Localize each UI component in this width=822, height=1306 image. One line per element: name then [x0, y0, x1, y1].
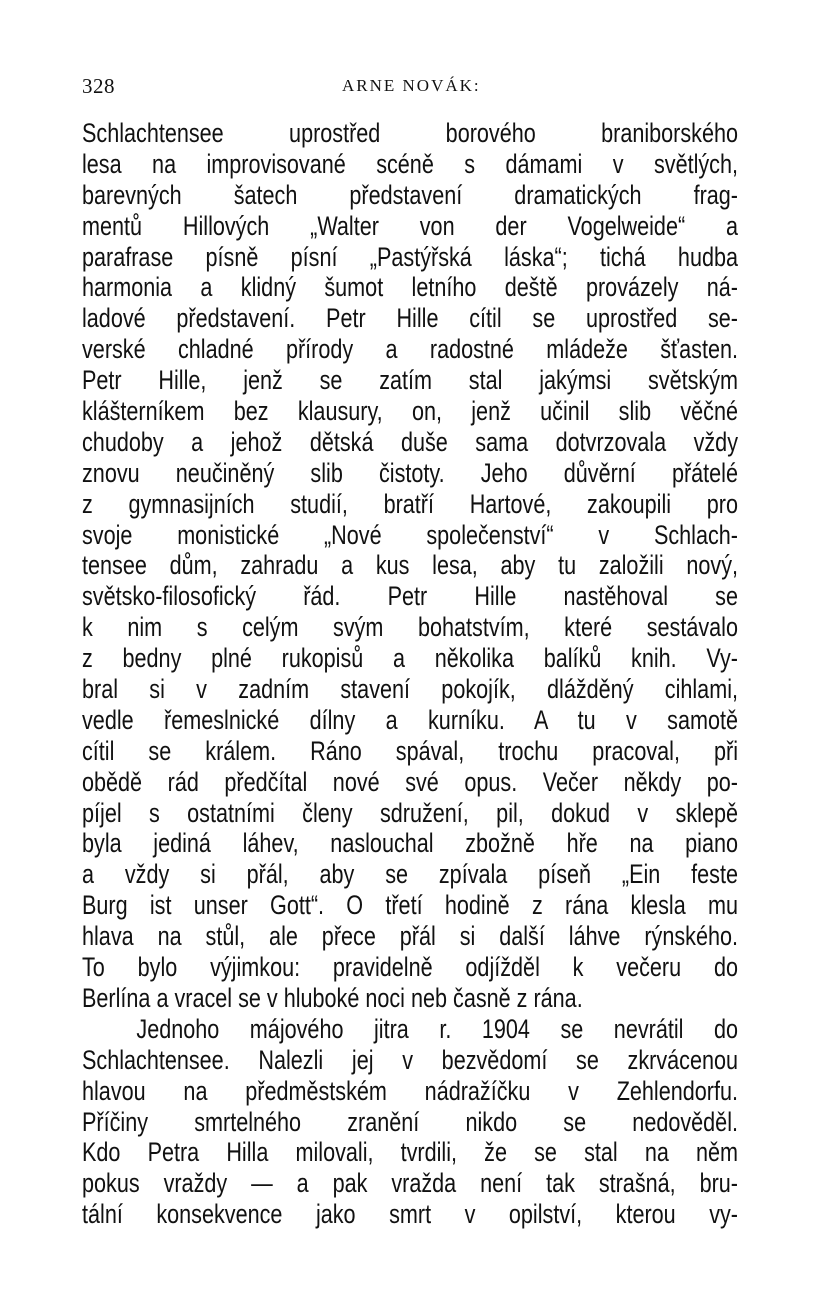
text-line: k nim s celým svým bohatstvím, které sestávalo	[82, 612, 738, 643]
text-line: světsko-filosofický řád. Petr Hille nastěhoval se	[82, 581, 738, 612]
running-head: ARNE NOVÁK:	[342, 76, 481, 95]
text-line: To bylo výjimkou: pravidelně odjížděl k večeru do	[82, 952, 738, 983]
text-line: znovu neučiněný slib čistoty. Jeho důvěrní přátelé	[82, 457, 738, 488]
page-header	[82, 74, 742, 104]
text-line: lesa na improvisované scéně s dámami v světlých,	[82, 148, 738, 179]
text-line: Příčiny smrtelného zranění nikdo se nedověděl.	[82, 1106, 738, 1137]
body-text	[82, 118, 738, 1230]
text-line: cítil se králem. Ráno spával, trochu pracoval, při	[82, 735, 738, 766]
text-line: z bedny plné rukopisů a několika balíků knih. Vy-	[82, 643, 738, 674]
text-line: tensee dům, zahradu a kus lesa, aby tu založili nový,	[82, 550, 738, 581]
text-line: verské chladné přírody a radostné mládeže šťasten.	[82, 334, 738, 365]
text-line: obědě rád předčítal nové své opus. Večer někdy po-	[82, 766, 738, 797]
text-line: a vždy si přál, aby se zpívala píseň „Ein feste	[82, 859, 738, 890]
text-line: hlava na stůl, ale přece přál si další láhve rýnského.	[82, 921, 738, 952]
text-line: vedle řemeslnické dílny a kurníku. A tu v samotě	[82, 704, 738, 735]
text-line: ladové představení. Petr Hille cítil se uprostřed se-	[82, 303, 738, 334]
text-line: Schlachtensee. Nalezli jej v bezvědomí se zkrvácenou	[82, 1044, 738, 1075]
text-line: tální konsekvence jako smrt v opilství, kterou vy-	[82, 1199, 738, 1230]
text-line: chudoby a jehož dětská duše sama dotvrzovala vždy	[82, 426, 738, 457]
text-line: Petr Hille, jenž se zatím stal jakýmsi světským	[82, 365, 738, 396]
text-line: parafrase písně písní „Pastýřská láska“; tichá hudba	[82, 241, 738, 272]
text-line: klášterníkem bez klausury, on, jenž učinil slib věčné	[82, 396, 738, 427]
text-line: harmonia a klidný šumot letního deště provázely ná-	[82, 272, 738, 303]
page-number: 328	[82, 74, 115, 98]
paragraph-start-line: Jednoho májového jitra r. 1904 se nevrátil do	[136, 1013, 738, 1044]
text-line: píjel s ostatními členy sdružení, pil, dokud v sklepě	[82, 797, 738, 828]
text-line: Schlachtensee uprostřed borového braniborského	[82, 118, 738, 148]
text-line: hlavou na předměstském nádražíčku v Zehlendorfu.	[82, 1075, 738, 1106]
text-line: barevných šatech představení dramatických frag-	[82, 179, 738, 210]
text-line: bral si v zadním stavení pokojík, dlážděný cihlami,	[82, 674, 738, 705]
text-line: z gymnasijních studií, bratří Hartové, zakoupili pro	[82, 488, 738, 519]
text-line: svoje monistické „Nové společenství“ v Schlach-	[82, 519, 738, 550]
text-line: Kdo Petra Hilla milovali, tvrdili, že se stal na něm	[82, 1137, 738, 1168]
paragraph-end-line: Berlína a vracel se v hluboké noci neb časně z rána.	[82, 982, 583, 1013]
text-line: Burg ist unser Gott“. O třetí hodině z rána klesla mu	[82, 890, 738, 921]
text-line: mentů Hillových „Walter von der Vogelweide“ a	[82, 210, 738, 241]
text-line: pokus vraždy — a pak vražda není tak strašná, bru-	[82, 1168, 738, 1199]
text-line: byla jediná láhev, naslouchal zbožně hře na piano	[82, 828, 738, 859]
